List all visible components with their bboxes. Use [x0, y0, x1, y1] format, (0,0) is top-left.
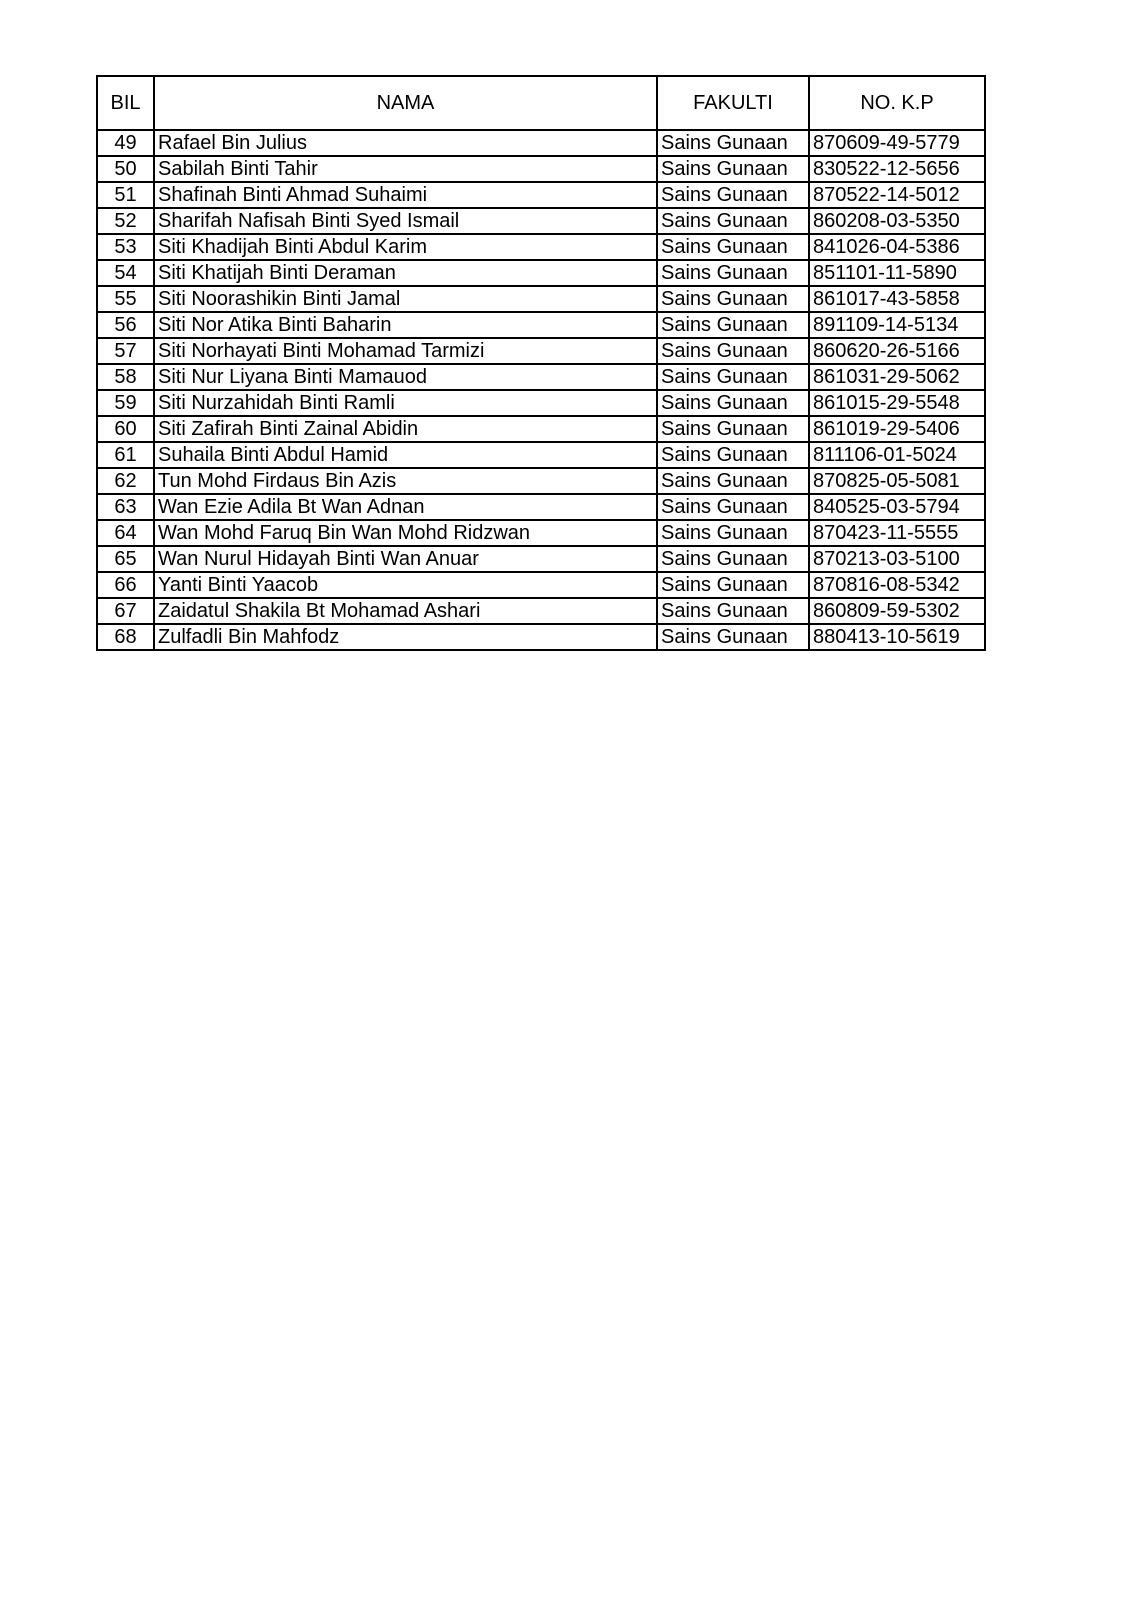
cell-nama: Siti Noorashikin Binti Jamal: [154, 286, 657, 312]
table-row: [97, 338, 985, 364]
cell-fakulti: Sains Gunaan: [657, 390, 809, 416]
cell-nama: Siti Zafirah Binti Zainal Abidin: [154, 416, 657, 442]
cell-fakulti: Sains Gunaan: [657, 182, 809, 208]
cell-nama: Siti Norhayati Binti Mohamad Tarmizi: [154, 338, 657, 364]
cell-bil: 60: [97, 416, 154, 442]
cell-nama: Rafael Bin Julius: [154, 130, 657, 156]
cell-nama: Yanti Binti Yaacob: [154, 572, 657, 598]
cell-nama: Tun Mohd Firdaus Bin Azis: [154, 468, 657, 494]
cell-bil: 57: [97, 338, 154, 364]
cell-bil: 58: [97, 364, 154, 390]
table-row: [97, 182, 985, 208]
cell-nama: Siti Khadijah Binti Abdul Karim: [154, 234, 657, 260]
table-row: [97, 416, 985, 442]
cell-no-kp: 861017-43-5858: [809, 286, 985, 312]
table-row: [97, 546, 985, 572]
cell-no-kp: 860208-03-5350: [809, 208, 985, 234]
cell-fakulti: Sains Gunaan: [657, 312, 809, 338]
cell-nama: Zulfadli Bin Mahfodz: [154, 624, 657, 650]
cell-no-kp: 861031-29-5062: [809, 364, 985, 390]
cell-bil: 65: [97, 546, 154, 572]
cell-bil: 49: [97, 130, 154, 156]
cell-fakulti: Sains Gunaan: [657, 598, 809, 624]
cell-nama: Wan Mohd Faruq Bin Wan Mohd Ridzwan: [154, 520, 657, 546]
cell-no-kp: 861019-29-5406: [809, 416, 985, 442]
table-row: [97, 234, 985, 260]
header-fakulti: FAKULTI: [657, 76, 809, 130]
cell-bil: 64: [97, 520, 154, 546]
cell-bil: 55: [97, 286, 154, 312]
header-bil: BIL: [97, 76, 154, 130]
cell-no-kp: 811106-01-5024: [809, 442, 985, 468]
cell-nama: Wan Ezie Adila Bt Wan Adnan: [154, 494, 657, 520]
cell-fakulti: Sains Gunaan: [657, 546, 809, 572]
cell-no-kp: 891109-14-5134: [809, 312, 985, 338]
cell-fakulti: Sains Gunaan: [657, 468, 809, 494]
table-row: [97, 260, 985, 286]
cell-no-kp: 870423-11-5555: [809, 520, 985, 546]
cell-nama: Shafinah Binti Ahmad Suhaimi: [154, 182, 657, 208]
cell-nama: Siti Nurzahidah Binti Ramli: [154, 390, 657, 416]
cell-no-kp: 851101-11-5890: [809, 260, 985, 286]
cell-bil: 52: [97, 208, 154, 234]
cell-fakulti: Sains Gunaan: [657, 520, 809, 546]
table-row: [97, 286, 985, 312]
table-row: [97, 624, 985, 650]
cell-nama: Sharifah Nafisah Binti Syed Ismail: [154, 208, 657, 234]
table-row: [97, 520, 985, 546]
cell-fakulti: Sains Gunaan: [657, 208, 809, 234]
cell-nama: Suhaila Binti Abdul Hamid: [154, 442, 657, 468]
cell-fakulti: Sains Gunaan: [657, 442, 809, 468]
cell-fakulti: Sains Gunaan: [657, 494, 809, 520]
cell-nama: Siti Nor Atika Binti Baharin: [154, 312, 657, 338]
cell-fakulti: Sains Gunaan: [657, 572, 809, 598]
table-row: [97, 364, 985, 390]
table-row: [97, 598, 985, 624]
cell-no-kp: 870522-14-5012: [809, 182, 985, 208]
table-row: [97, 442, 985, 468]
cell-nama: Siti Khatijah Binti Deraman: [154, 260, 657, 286]
cell-no-kp: 870609-49-5779: [809, 130, 985, 156]
cell-nama: Wan Nurul Hidayah Binti Wan Anuar: [154, 546, 657, 572]
cell-fakulti: Sains Gunaan: [657, 624, 809, 650]
cell-fakulti: Sains Gunaan: [657, 364, 809, 390]
cell-bil: 54: [97, 260, 154, 286]
table-header: [97, 76, 985, 130]
table-row: [97, 390, 985, 416]
cell-fakulti: Sains Gunaan: [657, 260, 809, 286]
cell-bil: 66: [97, 572, 154, 598]
header-no-kp: NO. K.P: [809, 76, 985, 130]
cell-no-kp: 870213-03-5100: [809, 546, 985, 572]
cell-fakulti: Sains Gunaan: [657, 416, 809, 442]
cell-no-kp: 860809-59-5302: [809, 598, 985, 624]
cell-bil: 61: [97, 442, 154, 468]
cell-bil: 53: [97, 234, 154, 260]
cell-nama: Sabilah Binti Tahir: [154, 156, 657, 182]
cell-nama: Zaidatul Shakila Bt Mohamad Ashari: [154, 598, 657, 624]
cell-bil: 59: [97, 390, 154, 416]
header-nama: NAMA: [154, 76, 657, 130]
cell-bil: 68: [97, 624, 154, 650]
cell-bil: 67: [97, 598, 154, 624]
cell-bil: 51: [97, 182, 154, 208]
table-row: [97, 208, 985, 234]
cell-fakulti: Sains Gunaan: [657, 156, 809, 182]
table-body: [97, 130, 985, 650]
cell-no-kp: 830522-12-5656: [809, 156, 985, 182]
cell-no-kp: 840525-03-5794: [809, 494, 985, 520]
header-row: [97, 76, 985, 130]
table-row: [97, 468, 985, 494]
cell-no-kp: 861015-29-5548: [809, 390, 985, 416]
table-row: [97, 156, 985, 182]
cell-no-kp: 841026-04-5386: [809, 234, 985, 260]
cell-no-kp: 870816-08-5342: [809, 572, 985, 598]
student-list-table: [96, 75, 986, 651]
cell-no-kp: 860620-26-5166: [809, 338, 985, 364]
table-row: [97, 130, 985, 156]
cell-fakulti: Sains Gunaan: [657, 234, 809, 260]
cell-no-kp: 880413-10-5619: [809, 624, 985, 650]
cell-bil: 50: [97, 156, 154, 182]
cell-bil: 56: [97, 312, 154, 338]
cell-nama: Siti Nur Liyana Binti Mamauod: [154, 364, 657, 390]
table-row: [97, 572, 985, 598]
cell-fakulti: Sains Gunaan: [657, 286, 809, 312]
cell-no-kp: 870825-05-5081: [809, 468, 985, 494]
cell-fakulti: Sains Gunaan: [657, 338, 809, 364]
cell-bil: 63: [97, 494, 154, 520]
cell-fakulti: Sains Gunaan: [657, 130, 809, 156]
table-row: [97, 494, 985, 520]
cell-bil: 62: [97, 468, 154, 494]
table-row: [97, 312, 985, 338]
